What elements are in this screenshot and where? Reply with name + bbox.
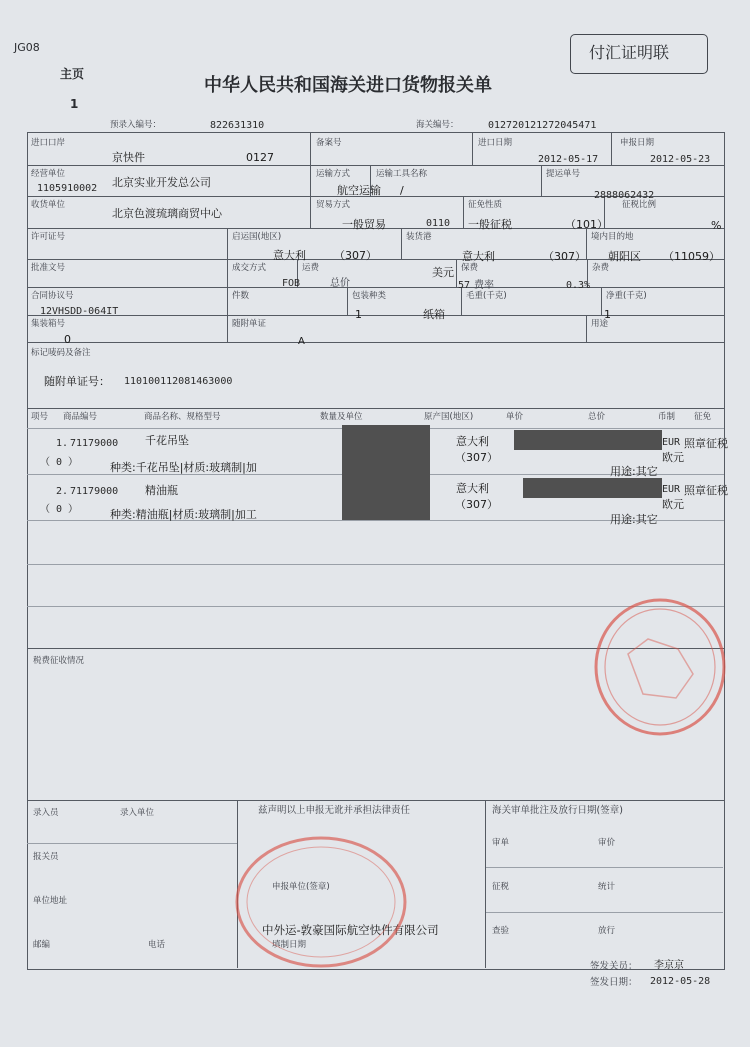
container-value: 0	[64, 333, 71, 346]
trade-code: 0110	[426, 218, 451, 229]
inspection-label: 查验	[492, 926, 510, 936]
port-load-code: （307）	[543, 250, 586, 263]
customs-number-label: 海关编号：	[416, 120, 459, 130]
statistics-label: 统计	[598, 882, 616, 892]
operator-label: 经营单位	[31, 169, 66, 179]
item-code-sub: （ 0 ）	[40, 457, 79, 468]
item-origin: 意大利	[456, 435, 489, 448]
net-weight-label: 净重(千克)	[606, 291, 647, 301]
freight-value: 57	[458, 280, 471, 291]
pre-entry-number: 822631310	[210, 120, 265, 131]
items-header-origin: 原产国(地区)	[424, 412, 474, 422]
declare-date: 2012-05-23	[650, 154, 711, 165]
net-weight: 1	[604, 308, 611, 321]
item-currency-name: 欧元	[662, 451, 684, 464]
cert-number: 110100112081463000	[124, 376, 233, 387]
item-name: 精油瓶	[145, 484, 178, 497]
sign-date: 2012-05-28	[650, 976, 711, 987]
receiver-label: 收货单位	[31, 200, 66, 210]
page-label: 主页	[60, 67, 85, 81]
review-label: 审单	[492, 838, 510, 848]
signer-name: 李京京	[654, 960, 684, 971]
pieces-label: 件数	[232, 291, 250, 301]
origin-country-code: （307）	[334, 249, 377, 262]
item-spec: 种类:精油瓶|材质:玻璃制|加工	[110, 508, 257, 521]
item-code: 71179000	[70, 438, 119, 449]
destination: 朝阳区	[608, 250, 641, 263]
customs-number: 012720121272045471	[488, 120, 597, 131]
transport-tool-label: 运输工具名称	[376, 169, 428, 179]
trade-mode-label: 贸易方式	[316, 200, 351, 210]
port-load-label: 装货港	[406, 232, 432, 242]
redacted-price-1	[514, 430, 662, 450]
item-no: 1.	[56, 438, 69, 449]
destination-label: 境内目的地	[591, 232, 634, 242]
use-label: 用途	[591, 319, 609, 329]
release-label: 放行	[598, 926, 616, 936]
levy-value: 一般征税	[468, 218, 512, 231]
premium-label: 保费	[461, 263, 479, 273]
customs-approval-label: 海关审单批注及放行日期(签章)	[492, 805, 623, 816]
docs-label: 随附单证	[232, 319, 267, 329]
contract-label: 合同协议号	[31, 291, 74, 301]
declarant-label: 报关员	[33, 852, 59, 862]
tax-label: 税费征收情况	[33, 656, 85, 666]
rate-label: 费率	[474, 280, 494, 291]
settle-percent: %	[711, 219, 722, 232]
declare-unit-label: 申报单位(签章)	[272, 882, 330, 892]
origin-country: 意大利	[273, 249, 306, 262]
settle-label: 征税比例	[622, 200, 657, 210]
transport-tool: /	[400, 184, 404, 197]
items-header-name: 商品名称、规格型号	[144, 412, 221, 422]
item-use: 用途:其它	[610, 513, 658, 526]
phone-label: 电话	[148, 940, 166, 950]
company-seal	[232, 832, 410, 972]
freight-label: 运费	[302, 263, 320, 273]
gross-weight-label: 毛重(千克)	[466, 291, 507, 301]
redacted-quantity	[342, 425, 430, 520]
bill-label: 提运单号	[546, 169, 581, 179]
item-levy: 照章征税	[684, 484, 728, 497]
form-code: JG08	[14, 41, 40, 54]
items-header-levy: 征免	[694, 412, 712, 422]
receiver-name: 北京色渡琉璃商贸中心	[112, 207, 222, 220]
items-header-total: 总价	[588, 412, 606, 422]
license-label: 许可证号	[31, 232, 66, 242]
deal-mode: FOB	[282, 278, 301, 289]
customs-seal	[588, 594, 728, 740]
items-header-no: 项号	[31, 412, 49, 422]
container-label: 集装箱号	[31, 319, 66, 329]
transport-mode: 航空运输	[337, 184, 381, 197]
postcode-label: 邮编	[33, 940, 51, 950]
pieces-value: 1	[355, 308, 362, 321]
item-currency: EUR	[662, 484, 681, 495]
origin-country-label: 启运国(地区)	[232, 232, 282, 242]
copy-type-label: 付汇证明联	[589, 43, 670, 62]
item-origin-code: （307）	[455, 498, 498, 511]
page-number: 1	[70, 97, 79, 111]
incidental-label: 杂费	[592, 263, 610, 273]
rate-value: 0.3%	[566, 280, 591, 291]
transport-mode-label: 运输方式	[316, 169, 351, 179]
copy-type-box	[570, 34, 708, 74]
trade-mode: 一般贸易	[342, 218, 386, 231]
items-header-qty: 数量及单位	[320, 412, 363, 422]
bill-number: 2888062432	[594, 190, 655, 201]
entry-clerk-label: 录入员	[33, 808, 59, 818]
item-use: 用途:其它	[610, 465, 658, 478]
item-origin-code: （307）	[455, 451, 498, 464]
contract-number: 12VHSDD-064IT	[40, 306, 119, 317]
package-type: 纸箱	[423, 308, 445, 321]
port-code: 0127	[246, 151, 274, 164]
cert-label: 随附单证号：	[44, 375, 110, 388]
port-load: 意大利	[462, 250, 495, 263]
item-code: 71179000	[70, 486, 119, 497]
item-origin: 意大利	[456, 482, 489, 495]
pre-entry-label: 预录入编号：	[110, 120, 162, 130]
entry-unit-label: 录入单位	[120, 808, 155, 818]
page-title: 中华人民共和国海关进口货物报关单	[204, 75, 492, 96]
marks-label: 标记唛码及备注	[31, 348, 91, 358]
deal-mode-label: 成交方式	[232, 263, 267, 273]
item-name: 千花吊坠	[145, 434, 189, 447]
unit-address-label: 单位地址	[33, 896, 68, 906]
prep-date-label: 填制日期	[272, 940, 307, 950]
item-levy: 照章征税	[684, 437, 728, 450]
import-date: 2012-05-17	[538, 154, 599, 165]
items-header-unit-price: 单价	[506, 412, 524, 422]
levy-label: 征免性质	[468, 200, 503, 210]
destination-code: （11059）	[663, 250, 720, 263]
docs-value: A	[298, 336, 305, 347]
operator-name: 北京实业开发总公司	[112, 176, 211, 189]
items-header-code: 商品编号	[63, 412, 98, 422]
port-label: 进口口岸	[31, 138, 66, 148]
tax-levy-label: 征税	[492, 882, 510, 892]
approval-label: 批准文号	[31, 263, 66, 273]
package-label: 包装种类	[352, 291, 387, 301]
operator-code: 1105910002	[37, 183, 98, 194]
item-currency: EUR	[662, 437, 681, 448]
company-name: 中外运-敦豪国际航空快件有限公司	[262, 923, 439, 937]
declaration-text: 兹声明以上申报无讹并承担法律责任	[258, 805, 411, 816]
sign-date-label: 签发日期：	[590, 977, 638, 988]
redacted-price-2	[523, 478, 662, 498]
declare-date-label: 申报日期	[620, 138, 655, 148]
price-review-label: 审价	[598, 838, 616, 848]
import-date-label: 进口日期	[478, 138, 513, 148]
item-spec: 种类:千花吊坠|材质:玻璃制|加	[110, 461, 257, 474]
signer-label: 签发关员：	[590, 961, 638, 972]
item-code-sub: （ 0 ）	[40, 504, 79, 515]
item-no: 2.	[56, 486, 69, 497]
items-header-currency: 币制	[658, 412, 676, 422]
total-label: 总价	[330, 278, 350, 289]
item-currency-name: 欧元	[662, 498, 684, 511]
port-value: 京快件	[112, 151, 145, 164]
currency: 美元	[432, 266, 454, 279]
levy-code: （101）	[565, 218, 608, 231]
record-label: 备案号	[316, 138, 342, 148]
